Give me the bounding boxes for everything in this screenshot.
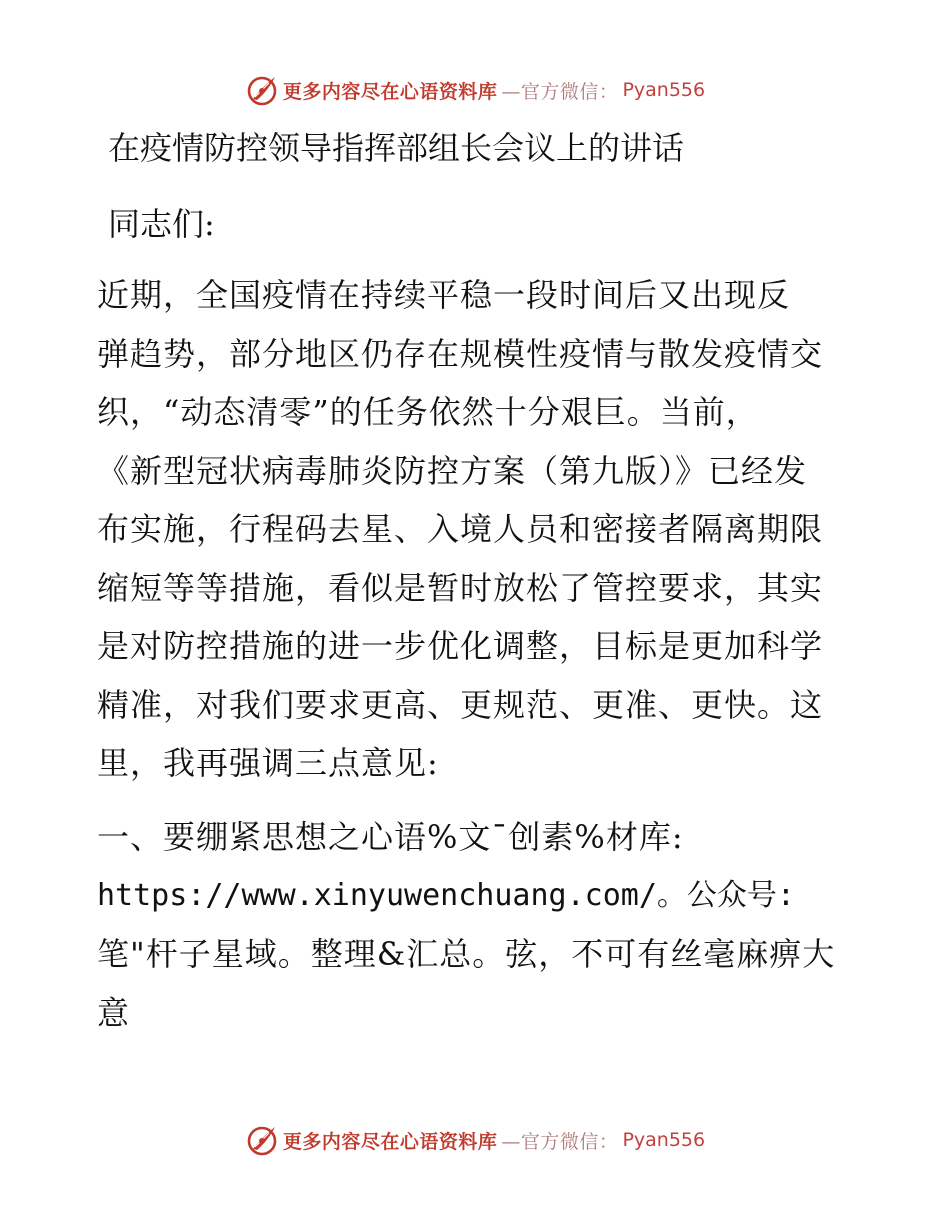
paragraph-line: 缩短等等措施，看似是暂时放松了管控要求，其实 bbox=[97, 568, 824, 607]
point-one-url-line: https://www.xinyuwenchuang.com/。公众号: bbox=[97, 877, 795, 913]
paragraph-line: 弹趋势，部分地区仍存在规模性疫情与散发疫情交 bbox=[97, 334, 824, 373]
paragraph-line: 里，我再强调三点意见: bbox=[97, 744, 439, 782]
footer-banner-content bbox=[245, 1123, 705, 1157]
point-one-line: 笔"杆子星域。整理&汇总。弦，不可有丝毫麻痹大 bbox=[97, 935, 836, 973]
footer-brand-text: 更多内容尽在心语资料库 bbox=[282, 1130, 498, 1153]
point-one-paragraph bbox=[97, 808, 857, 1042]
header-banner-content bbox=[245, 73, 705, 107]
header-wechat-id: Pyan556 bbox=[622, 79, 706, 101]
header-banner bbox=[0, 70, 950, 110]
paragraph-line: 近期，全国疫情在持续平稳一段时间后又出现反 bbox=[97, 276, 791, 314]
paragraph-line: 《新型冠状病毒肺炎防控方案（第九版）》已经发 bbox=[97, 451, 808, 490]
quill-pen-logo-icon bbox=[245, 1123, 279, 1157]
paragraph-line: 布实施，行程码去星、入境人员和密接者隔离期限 bbox=[97, 510, 824, 548]
point-one-line: 一、要绷紧思想之心语%文¯创素%材库: bbox=[97, 818, 684, 856]
paragraph-line: 是对防控措施的进一步优化调整，目标是更加科学 bbox=[97, 627, 824, 665]
greeting: 同志们: bbox=[108, 205, 215, 243]
footer-banner bbox=[0, 1120, 950, 1160]
point-one-line: 意 bbox=[97, 993, 131, 1032]
header-separator-text: —官方微信： bbox=[501, 80, 619, 103]
quill-pen-logo-icon bbox=[245, 73, 279, 107]
footer-separator-text: —官方微信： bbox=[501, 1130, 619, 1153]
paragraph-line: 织，“动态清零”的任务依然十分艰巨。当前， bbox=[97, 393, 759, 431]
header-brand-text: 更多内容尽在心语资料库 bbox=[282, 80, 498, 103]
paragraph-line: 精准，对我们要求更高、更规范、更准、更快。这 bbox=[97, 685, 824, 724]
body-paragraph bbox=[97, 266, 857, 793]
document-title: 在疫情防控领导指挥部组长会议上的讲话 bbox=[108, 129, 685, 167]
footer-wechat-id: Pyan556 bbox=[622, 1129, 706, 1151]
